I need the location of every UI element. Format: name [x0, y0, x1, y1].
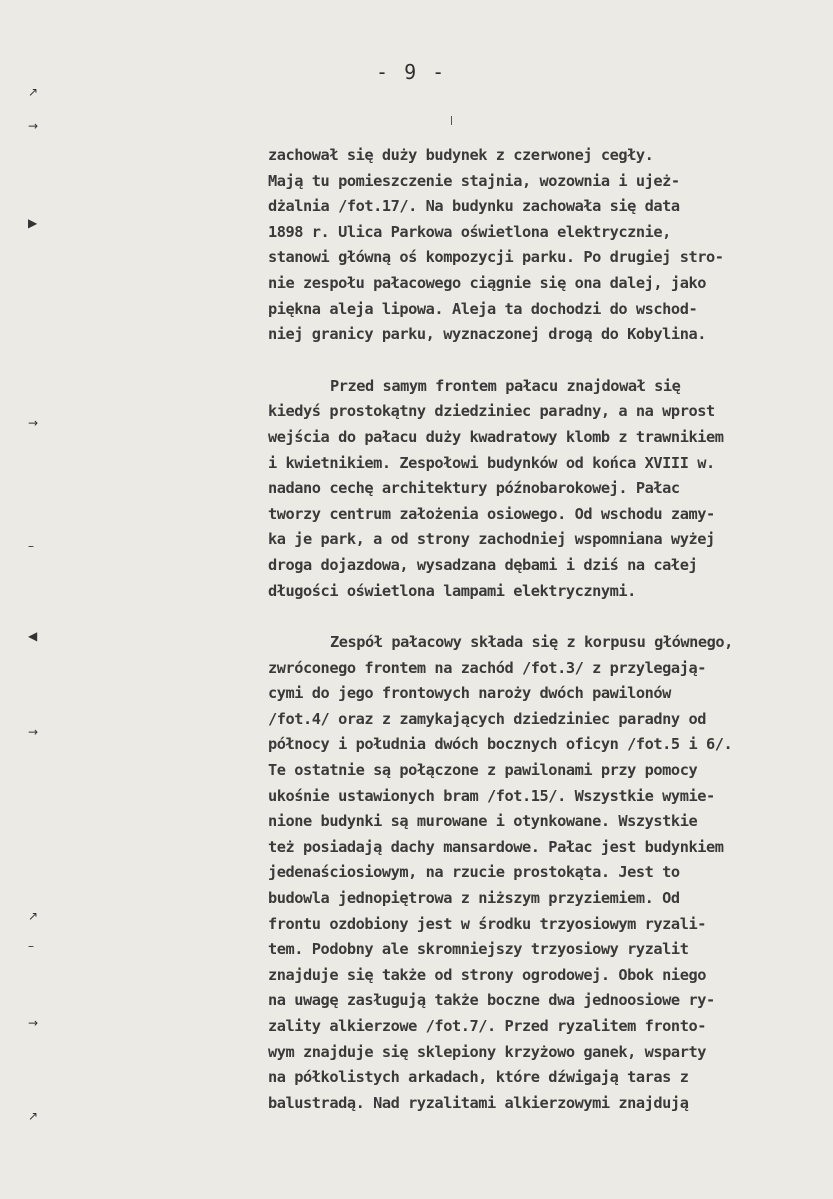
typewritten-text	[268, 143, 828, 1116]
text-line: Te ostatnie są połączone z pawilonami przy pomocy	[268, 761, 698, 780]
stray-mark	[451, 116, 452, 125]
text-line: północy i południa dwóch bocznych oficyn /fot.5 i 6/.	[268, 735, 733, 754]
margin-mark: –	[28, 539, 34, 553]
text-line: ukośnie ustawionych bram /fot.15/. Wszystkie wymie-	[268, 786, 715, 805]
text-line: /fot.4/ oraz z zamykających dziedziniec paradny od	[268, 709, 706, 728]
text-line: jedenaściosiowym, na rzucie prostokąta. Jest to	[268, 863, 680, 882]
text-line: stanowi główną oś kompozycji parku. Po drugiej stro-	[268, 248, 724, 267]
text-line: niej granicy parku, wyznaczonej drogą do Kobylina.	[268, 325, 706, 344]
text-line: tworzy centrum założenia osiowego. Od wschodu zamy-	[268, 504, 715, 523]
margin-mark: →	[28, 1016, 39, 1030]
text-line: na uwagę zasługują także boczne dwa jednoosiowe ry-	[268, 991, 715, 1010]
text-line: zachował się duży budynek z czerwonej cegły.	[268, 146, 654, 164]
paragraph-gap	[268, 604, 828, 630]
text-line: wejścia do pałacu duży kwadratowy klomb z trawnikiem	[268, 427, 724, 446]
text-line: i kwietnikiem. Zespołowi budynków od końca XVIII w.	[268, 453, 715, 472]
margin-mark: ↗	[28, 909, 39, 923]
text-line: Przed samym frontem pałacu znajdował się	[330, 376, 681, 395]
paragraph-gap	[268, 348, 828, 374]
text-line: znajduje się także od strony ogrodowej. Obok niego	[268, 965, 706, 984]
text-line: wym znajduje się sklepiony krzyżowo ganek, wsparty	[268, 1042, 706, 1061]
text-line: długości oświetlona lampami elektrycznymi.	[268, 581, 636, 600]
margin-mark: ↗	[28, 1109, 39, 1123]
text-line: nie zespołu pałacowego ciągnie się ona dalej, jako	[268, 273, 706, 292]
margin-mark: ↗	[28, 85, 39, 99]
margin-mark: ▶	[28, 216, 38, 230]
text-line: kiedyś prostokątny dziedziniec paradny, a na wprost	[268, 402, 715, 421]
text-line: zwróconego frontem na zachód /fot.3/ z przylegają-	[268, 658, 706, 677]
text-line: zality alkierzowe /fot.7/. Przed ryzalitem fronto-	[268, 1017, 706, 1035]
text-line: też posiadają dachy mansardowe. Pałac jest budynkiem	[268, 837, 724, 856]
paragraph	[268, 374, 828, 604]
margin-mark: –	[28, 939, 34, 953]
text-line: nione budynki są murowane i otynkowane. Wszystkie	[268, 812, 698, 831]
text-line: piękna aleja lipowa. Aleja ta dochodzi do wschod-	[268, 299, 698, 318]
page-number: - 9 -	[376, 60, 447, 84]
text-line: balustradą. Nad ryzalitami alkierzowymi znajdują	[268, 1093, 689, 1112]
margin-mark: →	[28, 416, 39, 430]
text-line: nadano cechę architektury późnobarokowej. Pałac	[268, 479, 680, 498]
text-line: cymi do jego frontowych naroży dwóch pawilonów	[268, 684, 671, 703]
text-line: budowla jednopiętrowa z niższym przyziemiem. Od	[268, 889, 680, 908]
text-line: frontu ozdobiony jest w środku trzyosiowym ryzali-	[268, 914, 706, 933]
margin-mark: →	[28, 725, 39, 739]
text-line: tem. Podobny ale skromniejszy trzyosiowy ryzalit	[268, 940, 689, 959]
text-line: na półkolistych arkadach, które dźwigają taras z	[268, 1068, 689, 1087]
paragraph	[268, 630, 828, 1116]
text-line: dżalnia /fot.17/. Na budynku zachowała się data	[268, 197, 680, 216]
paragraph	[268, 143, 828, 348]
margin-mark: ◀	[28, 629, 38, 643]
text-line: 1898 r. Ulica Parkowa oświetlona elektrycznie,	[268, 222, 671, 241]
text-line: ka je park, a od strony zachodniej wspomniana wyżej	[268, 530, 715, 549]
text-line: droga dojazdowa, wysadzana dębami i dziś na całej	[268, 555, 698, 574]
text-line: Zespół pałacowy składa się z korpusu głównego,	[330, 633, 733, 652]
margin-mark: →	[28, 119, 39, 133]
text-line: Mają tu pomieszczenie stajnia, wozownia i ujeż-	[268, 171, 680, 190]
